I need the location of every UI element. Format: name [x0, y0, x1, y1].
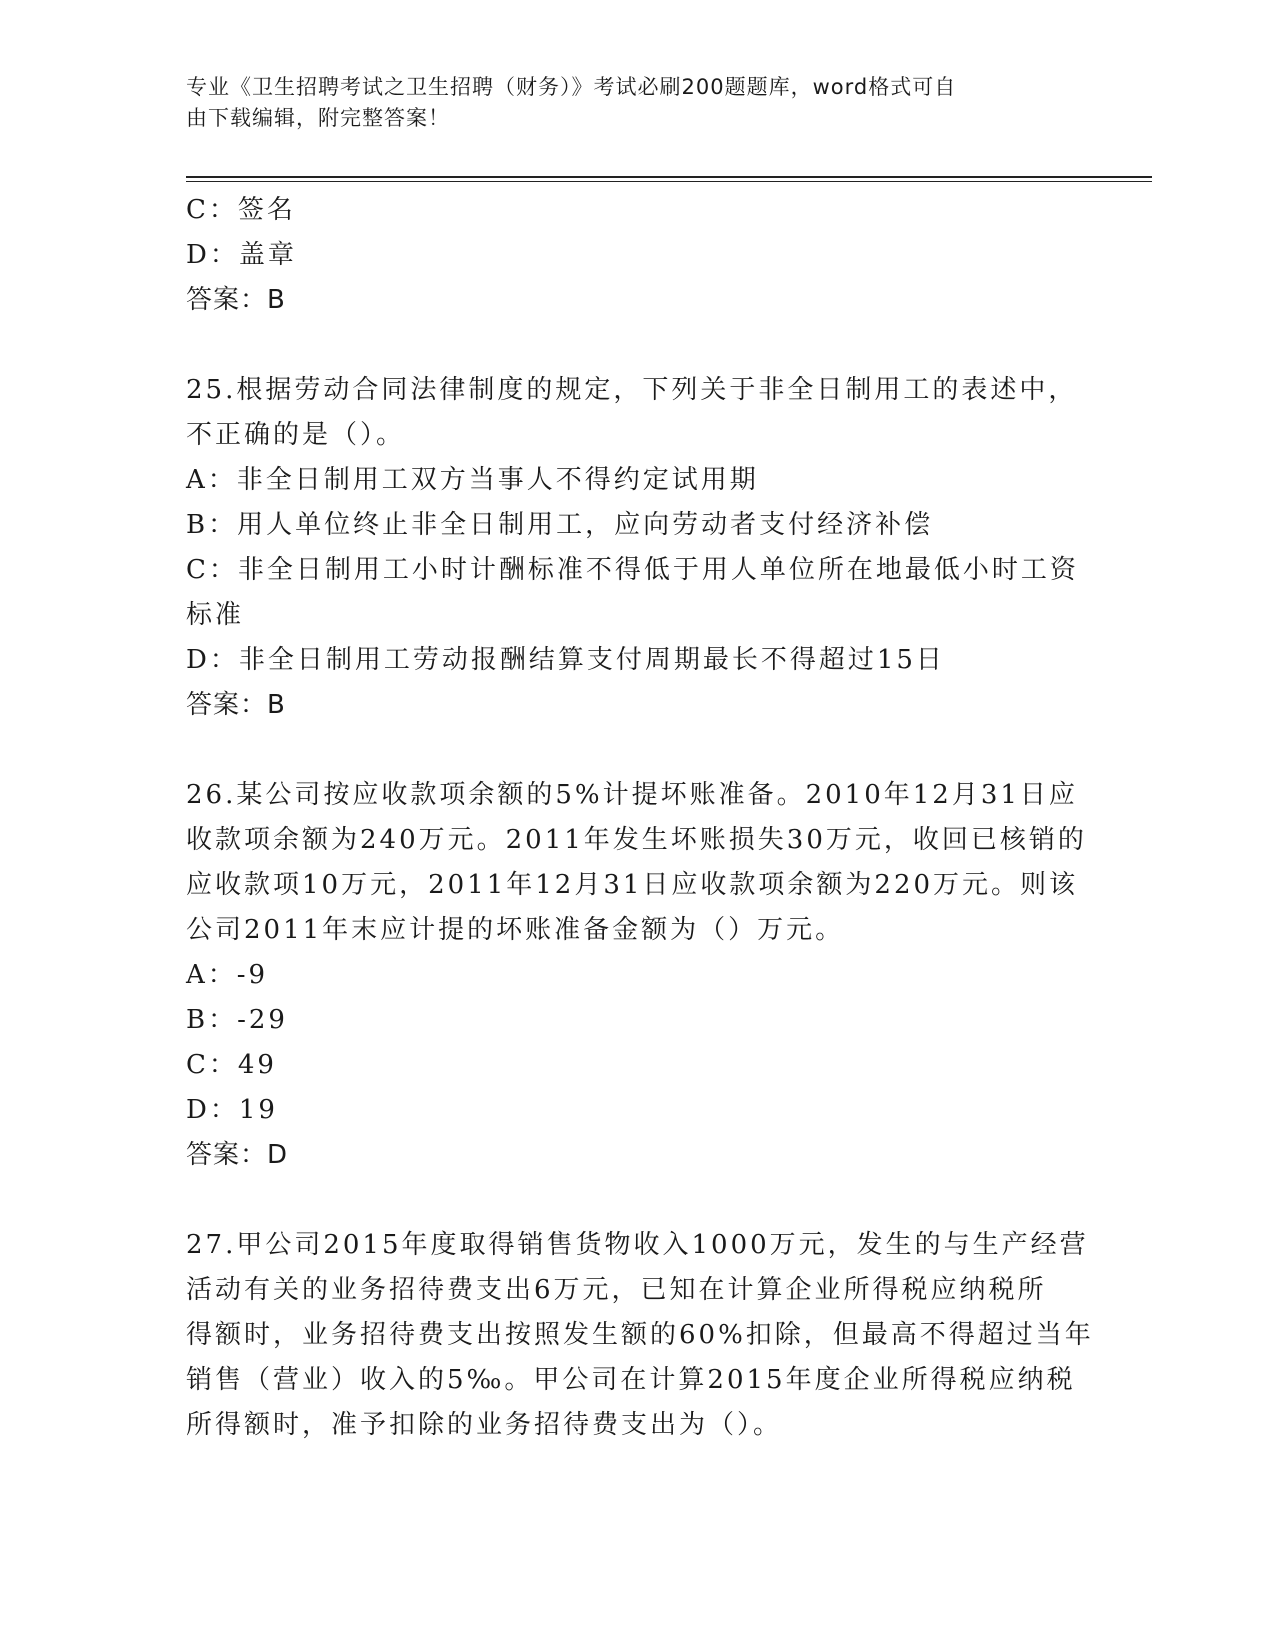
header-line-2: 由下载编辑，附完整答案！ [186, 106, 450, 130]
option-c-continued: 标准 [186, 600, 245, 630]
spacer [186, 323, 1086, 368]
page-header [186, 72, 1066, 134]
header-line-1: 专业《卫生招聘考试之卫生招聘（财务）》考试必刷200题题库，word格式可自 [186, 75, 957, 99]
option-a: A：-9 [186, 960, 269, 990]
option-d: D：19 [186, 1095, 278, 1125]
option-a: A：非全日制用工双方当事人不得约定试用期 [186, 465, 759, 495]
header-divider-thick [186, 176, 1152, 178]
option-c: C：49 [186, 1050, 277, 1080]
question-stem: 收款项余额为240万元。2011年发生坏账损失30万元，收回已核销的 [186, 825, 1087, 855]
option-c: C：签名 [186, 195, 296, 225]
answer-line: 答案：B [186, 690, 286, 720]
question-stem: 活动有关的业务招待费支出6万元，已知在计算企业所得税应纳税所 [186, 1275, 1047, 1305]
question-stem: 得额时，业务招待费支出按照发生额的60%扣除，但最高不得超过当年 [186, 1320, 1094, 1350]
question-stem: 销售（营业）收入的5‰。甲公司在计算2015年度企业所得税应纳税 [186, 1365, 1076, 1395]
question-stem: 25.根据劳动合同法律制度的规定，下列关于非全日制用工的表述中， [186, 375, 1078, 405]
header-divider-thin [186, 181, 1152, 182]
option-c: C：非全日制用工小时计酬标准不得低于用人单位所在地最低小时工资 [186, 555, 1079, 585]
spacer [186, 728, 1086, 773]
question-stem: 26.某公司按应收款项余额的5%计提坏账准备。2010年12月31日应 [186, 780, 1078, 810]
option-b: B：-29 [186, 1005, 288, 1035]
answer-line: 答案：B [186, 285, 286, 315]
spacer [186, 1178, 1086, 1223]
question-25 [186, 368, 1086, 728]
question-stem: 公司2011年末应计提的坏账准备金额为（）万元。 [186, 915, 845, 945]
option-b: B：用人单位终止非全日制用工，应向劳动者支付经济补偿 [186, 510, 934, 540]
option-d: D：非全日制用工劳动报酬结算支付周期最长不得超过15日 [186, 645, 945, 675]
question-content [186, 188, 1094, 1448]
answer-line: 答案：D [186, 1140, 289, 1170]
question-27 [186, 1223, 1094, 1448]
question-26 [186, 773, 1086, 1178]
question-stem: 所得额时，准予扣除的业务招待费支出为（）。 [186, 1410, 783, 1440]
question-stem: 不正确的是（）。 [186, 420, 406, 450]
question-stem: 应收款项10万元，2011年12月31日应收款项余额为220万元。则该 [186, 870, 1079, 900]
question-stem: 27.甲公司2015年度取得销售货物收入1000万元，发生的与生产经营 [186, 1230, 1089, 1260]
option-d: D：盖章 [186, 240, 297, 270]
previous-question-tail [186, 188, 1086, 323]
